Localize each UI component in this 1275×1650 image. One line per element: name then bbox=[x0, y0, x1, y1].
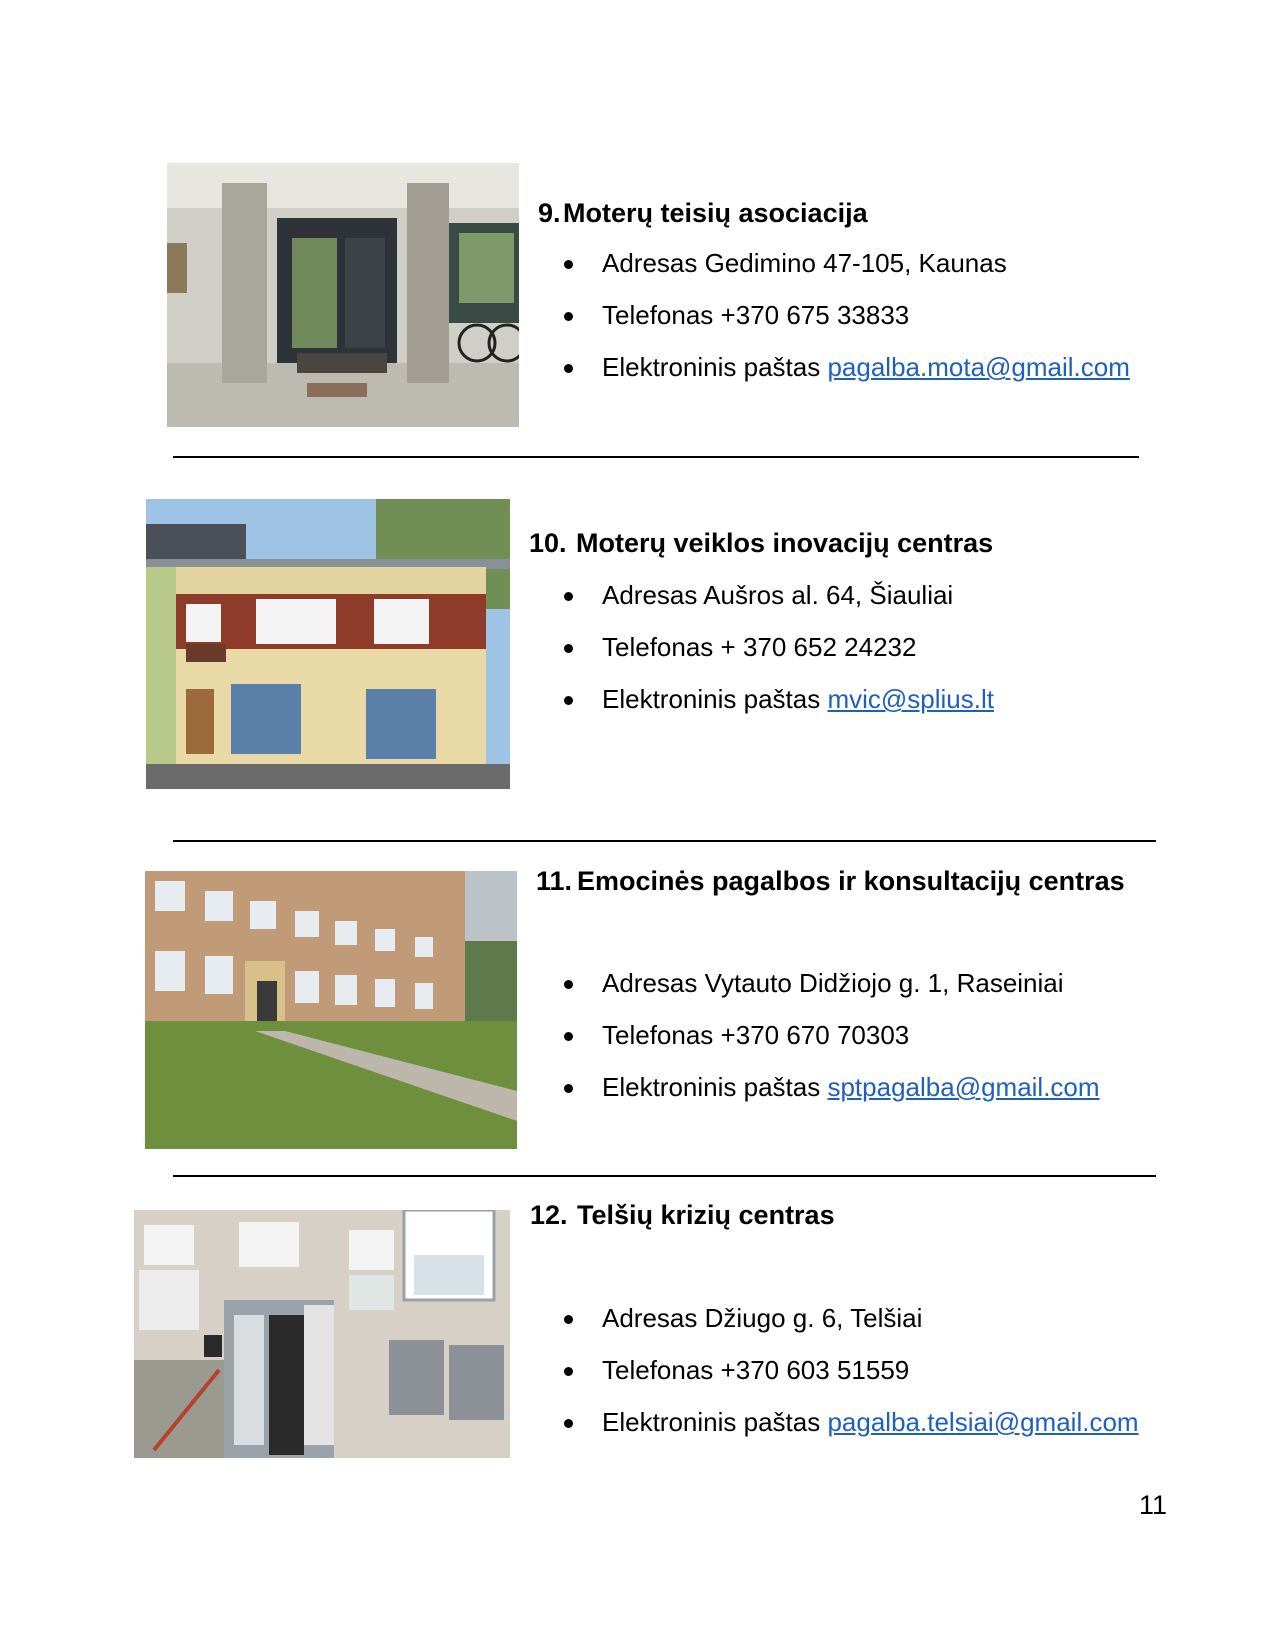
entry-9-address: Adresas Gedimino 47-105, Kaunas bbox=[602, 248, 1007, 279]
entry-12-email: Elektroninis paštas pagalba.telsiai@gmail.com bbox=[602, 1407, 1139, 1438]
entry-11-title bbox=[536, 866, 1125, 897]
entry-10-photo bbox=[146, 499, 510, 789]
email-link[interactable]: mvic@splius.lt bbox=[827, 684, 994, 714]
bullet-icon bbox=[564, 364, 573, 373]
email-link[interactable]: pagalba.telsiai@gmail.com bbox=[827, 1407, 1139, 1437]
entry-9-name: Moterų teisių asociacija bbox=[563, 198, 868, 228]
entry-12-address: Adresas Džiugo g. 6, Telšiai bbox=[602, 1303, 922, 1334]
entry-10-email: Elektroninis paštas mvic@splius.lt bbox=[602, 684, 994, 715]
entry-11-address: Adresas Vytauto Didžiojo g. 1, Raseiniai bbox=[602, 968, 1064, 999]
bullet-icon bbox=[564, 312, 573, 321]
page-number: 11 bbox=[1138, 1490, 1167, 1520]
entry-9-photo bbox=[167, 163, 519, 427]
entry-12-title bbox=[530, 1200, 835, 1231]
bullet-icon bbox=[564, 644, 573, 653]
entry-10-phone: Telefonas + 370 652 24232 bbox=[602, 632, 916, 663]
email-link[interactable]: sptpagalba@gmail.com bbox=[827, 1072, 1100, 1102]
bullet-icon bbox=[564, 696, 573, 705]
bullet-icon bbox=[564, 260, 573, 269]
entry-11-email: Elektroninis paštas sptpagalba@gmail.com bbox=[602, 1072, 1100, 1103]
entry-11-phone: Telefonas +370 670 70303 bbox=[602, 1020, 909, 1051]
entry-10-number: 10. bbox=[529, 528, 567, 558]
entry-9-title bbox=[538, 198, 868, 229]
entry-10-address: Adresas Aušros al. 64, Šiauliai bbox=[602, 580, 953, 611]
entry-11-photo bbox=[145, 871, 517, 1149]
bullet-icon bbox=[564, 1084, 573, 1093]
entry-12-name: Telšių krizių centras bbox=[577, 1200, 835, 1230]
bullet-icon bbox=[564, 1419, 573, 1428]
entry-9-phone: Telefonas +370 675 33833 bbox=[602, 300, 909, 331]
entry-12-photo bbox=[134, 1210, 510, 1458]
bullet-icon bbox=[564, 592, 573, 601]
separator-rule bbox=[173, 456, 1139, 458]
entry-12-phone: Telefonas +370 603 51559 bbox=[602, 1355, 909, 1386]
entry-9-email: Elektroninis paštas pagalba.mota@gmail.com bbox=[602, 352, 1130, 383]
bullet-icon bbox=[564, 980, 573, 989]
bullet-icon bbox=[564, 1367, 573, 1376]
bullet-icon bbox=[564, 1032, 573, 1041]
bullet-icon bbox=[564, 1315, 573, 1324]
entry-10-title bbox=[529, 528, 993, 559]
entry-9-number: 9. bbox=[538, 198, 561, 228]
separator-rule bbox=[173, 1175, 1156, 1177]
entry-10-name: Moterų veiklos inovacijų centras bbox=[576, 528, 994, 558]
separator-rule bbox=[173, 840, 1156, 842]
email-link[interactable]: pagalba.mota@gmail.com bbox=[827, 352, 1130, 382]
entry-12-number: 12. bbox=[530, 1200, 568, 1230]
entry-11-number: 11. bbox=[536, 866, 573, 896]
entry-11-name: Emocinės pagalbos ir konsultacijų centras bbox=[577, 866, 1125, 896]
